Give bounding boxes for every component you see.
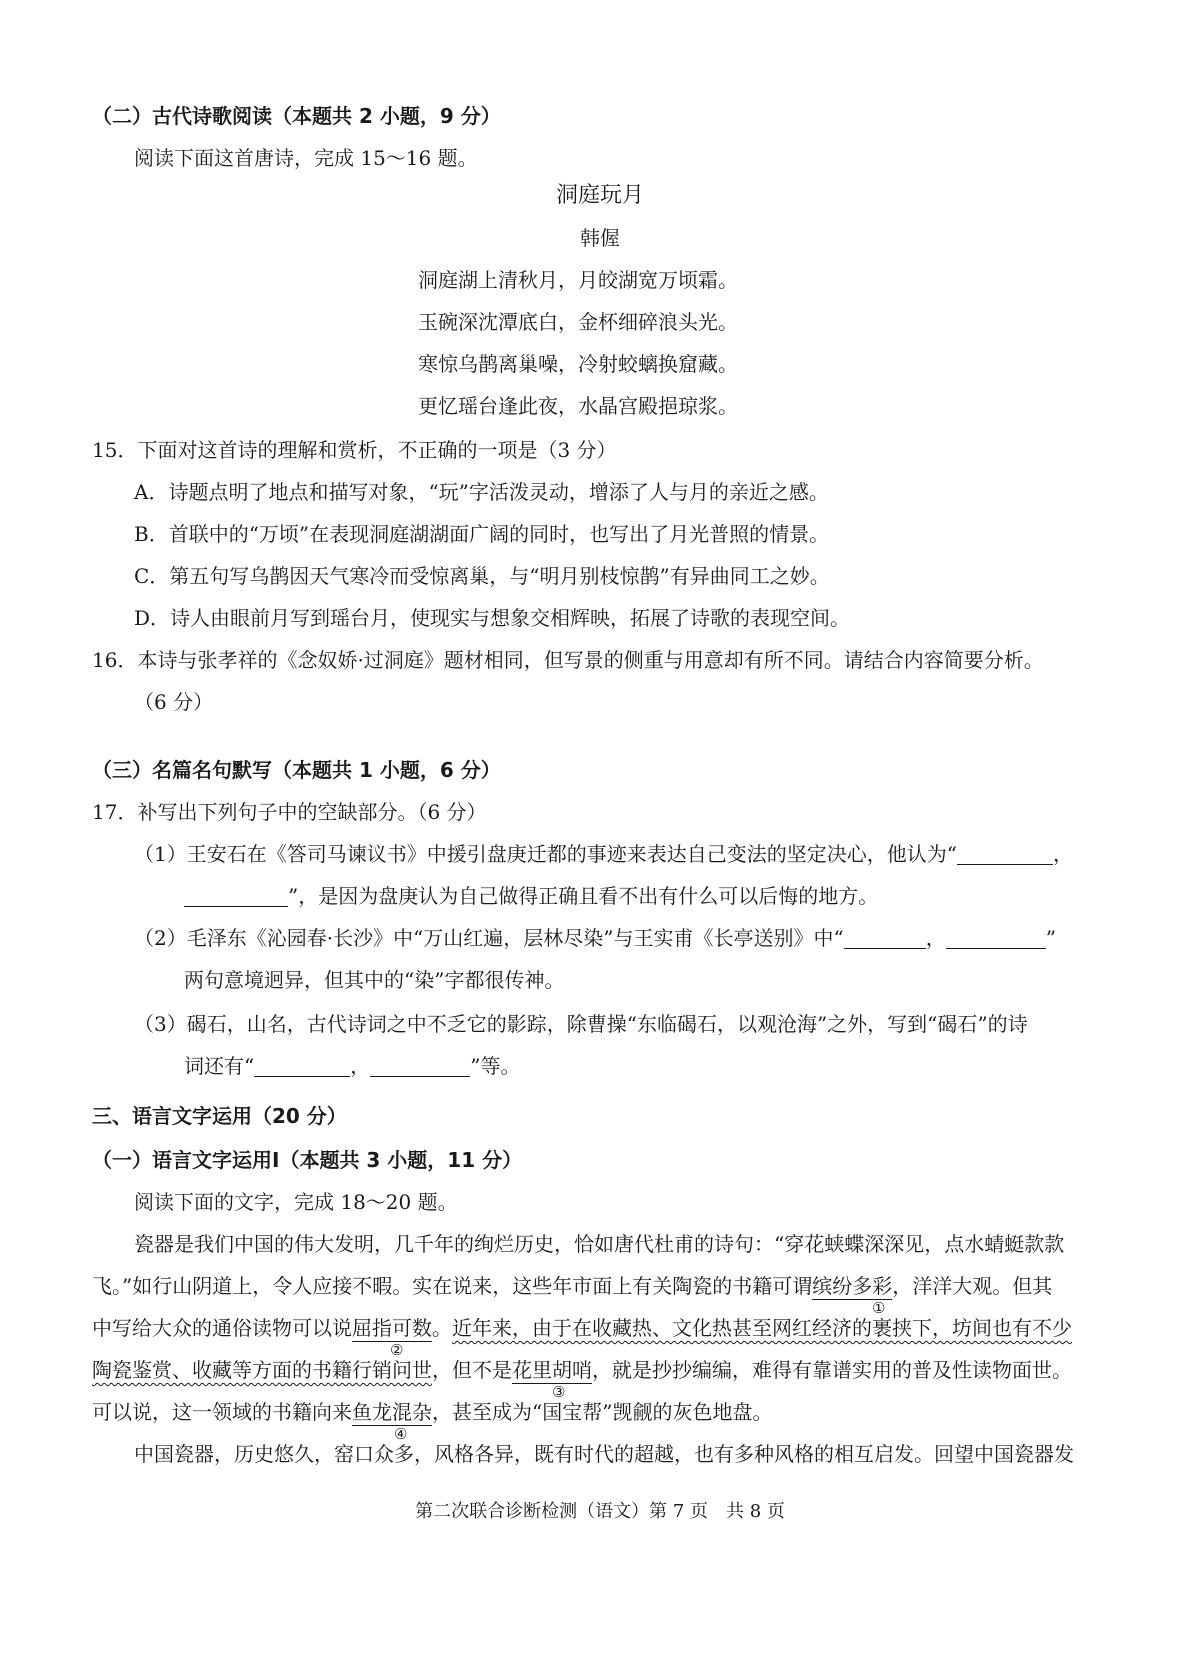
question-17-part-3-line-2: 词还有“ ， ”等。 bbox=[184, 1054, 521, 1078]
answer-blank[interactable] bbox=[254, 1054, 350, 1077]
question-15-option-a: A．诗题点明了地点和描写对象，“玩”字活泼灵动，增添了人与月的亲近之感。 bbox=[134, 480, 829, 504]
passage-line-1: 瓷器是我们中国的伟大发明，几千年的绚烂历史，恰如唐代杜甫的诗句：“穿花蛱蝶深深见，点水蜻蜓款款 bbox=[134, 1232, 1065, 1256]
underlined-phrase-2: 屈指可数 bbox=[352, 1316, 432, 1340]
passage-line-6: 中国瓷器，历史悠久，窑口众多，风格各异，既有时代的超越，也有多种风格的相互启发。回望中国瓷器发 bbox=[134, 1442, 1074, 1466]
recitation-section-heading: （三）名篇名句默写（本题共 1 小题，6 分） bbox=[92, 758, 501, 782]
answer-blank[interactable] bbox=[844, 926, 926, 949]
circled-number-2: ② bbox=[390, 1341, 404, 1359]
question-17-part-2-line-2: 两句意境迥异，但其中的“染”字都很传神。 bbox=[184, 968, 565, 992]
question-15-option-b: B．首联中的“万顷”在表现洞庭湖湖面广阔的同时，也写出了月光普照的情景。 bbox=[134, 522, 830, 546]
poem-title: 洞庭玩月 bbox=[555, 183, 644, 208]
passage-line-5: 可以说，这一领域的书籍向来鱼龙混杂，甚至成为“国宝帮”觊觎的灰色地盘。 bbox=[92, 1400, 773, 1424]
question-15-option-c: C．第五句写乌鹊因天气寒冷而受惊离巢，与“明月别枝惊鹊”有异曲同工之妙。 bbox=[134, 564, 830, 588]
question-17-stem: 17．补写出下列句子中的空缺部分。（6 分） bbox=[92, 800, 487, 824]
circled-number-3: ③ bbox=[552, 1383, 566, 1401]
passage-line-2: 飞。”如行山阴道上，令人应接不暇。实在说来，这些年市面上有关陶瓷的书籍可谓缤纷多彩，洋洋大观。但其 bbox=[92, 1274, 1053, 1298]
circled-number-1: ① bbox=[872, 1299, 886, 1317]
question-16-score: （6 分） bbox=[134, 690, 214, 714]
language-subsection-heading: （一）语言文字运用Ⅰ（本题共 3 小题，11 分） bbox=[92, 1148, 523, 1172]
poetry-intro: 阅读下面这首唐诗，完成 15～16 题。 bbox=[134, 146, 478, 170]
passage-line-4: 陶瓷鉴赏、收藏等方面的书籍行销问世，但不是花里胡哨，就是抄抄编编，难得有靠谱实用的普及性读物面世。 bbox=[92, 1358, 1072, 1382]
passage-line-3: 中写给大众的通俗读物可以说屈指可数。近年来，由于在收藏热、文化热甚至网红经济的裹挟下，坊间也有不少 bbox=[92, 1316, 1072, 1340]
question-17-part-1-line-1: （1）王安石在《答司马谏议书》中援引盘庚迁都的事迹来表达自己变法的坚定决心，他认为“ ， bbox=[134, 842, 1073, 866]
poem-line-2: 玉碗深沈潭底白，金杯细碎浪头光。 bbox=[418, 310, 738, 334]
answer-blank[interactable] bbox=[184, 884, 288, 907]
poem-author: 韩偓 bbox=[580, 226, 620, 250]
underlined-phrase-4: 鱼龙混杂 bbox=[352, 1400, 432, 1424]
underlined-phrase-1: 缤纷多彩 bbox=[812, 1274, 893, 1298]
page-footer: 第二次联合诊断检测（语文）第 7 页 共 8 页 bbox=[415, 1501, 785, 1522]
poem-line-4: 更忆瑶台逢此夜，水晶宫殿挹琼浆。 bbox=[418, 394, 738, 418]
wavy-underlined-sentence: 近年来，由于在收藏热、文化热甚至网红经济的裹挟下，坊间也有不少 bbox=[452, 1316, 1072, 1340]
question-16-stem: 16．本诗与张孝祥的《念奴娇·过洞庭》题材相同，但写景的侧重与用意却有所不同。请结合内容简要分析。 bbox=[92, 648, 1044, 672]
poem-line-1: 洞庭湖上清秋月，月皎湖宽万顷霜。 bbox=[418, 268, 738, 292]
question-17-part-3-line-1: （3）碣石，山名，古代诗词之中不乏它的影踪，除曹操“东临碣石，以观沧海”之外，写到“碣石”的诗 bbox=[134, 1012, 1028, 1036]
wavy-underlined-sentence-cont: 陶瓷鉴赏、收藏等方面的书籍行销问世 bbox=[92, 1358, 432, 1382]
question-17-part-2-line-1: （2）毛泽东《沁园春·长沙》中“万山红遍，层林尽染”与王实甫《长亭送别》中“ ， ” bbox=[134, 926, 1056, 950]
circled-number-4: ④ bbox=[394, 1425, 408, 1443]
poetry-section-heading: （二）古代诗歌阅读（本题共 2 小题，9 分） bbox=[92, 104, 501, 128]
language-section-heading: 三、语言文字运用（20 分） bbox=[92, 1104, 347, 1128]
question-17-part-1-line-2: ”，是因为盘庚认为自己做得正确且看不出有什么可以后悔的地方。 bbox=[184, 882, 878, 910]
answer-blank[interactable] bbox=[946, 926, 1046, 949]
language-intro: 阅读下面的文字，完成 18～20 题。 bbox=[134, 1190, 458, 1214]
answer-blank[interactable] bbox=[370, 1054, 470, 1077]
underlined-phrase-3: 花里胡哨 bbox=[512, 1358, 592, 1382]
question-15-stem: 15．下面对这首诗的理解和赏析，不正确的一项是（3 分） bbox=[92, 438, 617, 462]
question-15-option-d: D．诗人由眼前月写到瑶台月，使现实与想象交相辉映，拓展了诗歌的表现空间。 bbox=[134, 606, 851, 630]
poem-line-3: 寒惊乌鹊离巢噪，冷射蛟螭换窟藏。 bbox=[418, 352, 738, 376]
answer-blank[interactable] bbox=[957, 842, 1053, 865]
